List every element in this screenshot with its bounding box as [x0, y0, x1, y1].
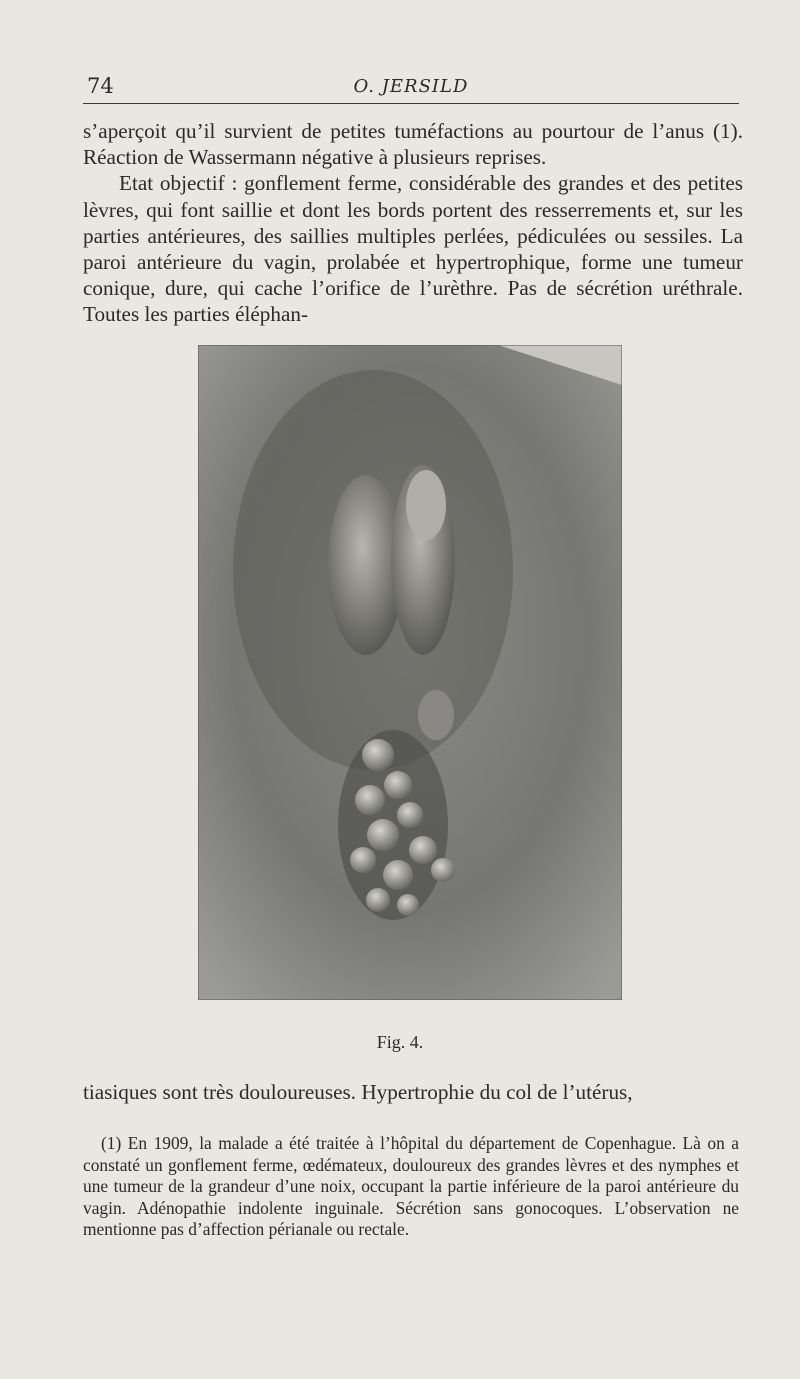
page-number: 74 [87, 74, 114, 98]
continuation-line: tiasiques sont très douloureuses. Hypertrophie du col de l’utérus, [83, 1080, 633, 1104]
running-head: O. JERSILD [353, 76, 469, 97]
paragraph-1: s’aperçoit qu’il survient de petites tuméfactions au pourtour de l’anus (1). Réaction de Wassermann négative à plusieurs reprises. [83, 119, 743, 170]
body-text [83, 118, 743, 328]
paragraph-2: Etat objectif : gonflement ferme, considérable des grandes et des petites lèvres, qui font saillie et dont les bords portent des resserrements et, sur les parties antérieures, des saillies multiples perlées, pédiculées ou sessiles. La paroi antérieure du vagin, prolabée et hypertrophique, forme une tumeur conique, dure, qui cache l’orifice de l’urèthre. Pas de sécrétion uréthrale. Toutes les parties éléphan- [83, 171, 743, 327]
footnote [83, 1133, 739, 1241]
clinical-photograph [198, 345, 622, 1000]
footnote-text: (1) En 1909, la malade a été traitée à l’hôpital du département de Copenhague. Là on a constaté un gonflement ferme, œdémateux, douloureux des grandes lèvres et des nymphes et une tumeur de la grandeur d’une noix, occupant la partie inférieure de la paroi antérieure du vagin. Adénopathie indolente inguinale. Sécrétion sans gonocoques. L’observation ne mentionne pas d’affection périanale ou rectale. [83, 1133, 739, 1240]
figure-caption: Fig. 4. [376, 1032, 424, 1052]
photograph-graphic [198, 345, 622, 1000]
header-rule [83, 103, 739, 104]
continuation-text [83, 1079, 743, 1105]
page-header [83, 72, 739, 102]
